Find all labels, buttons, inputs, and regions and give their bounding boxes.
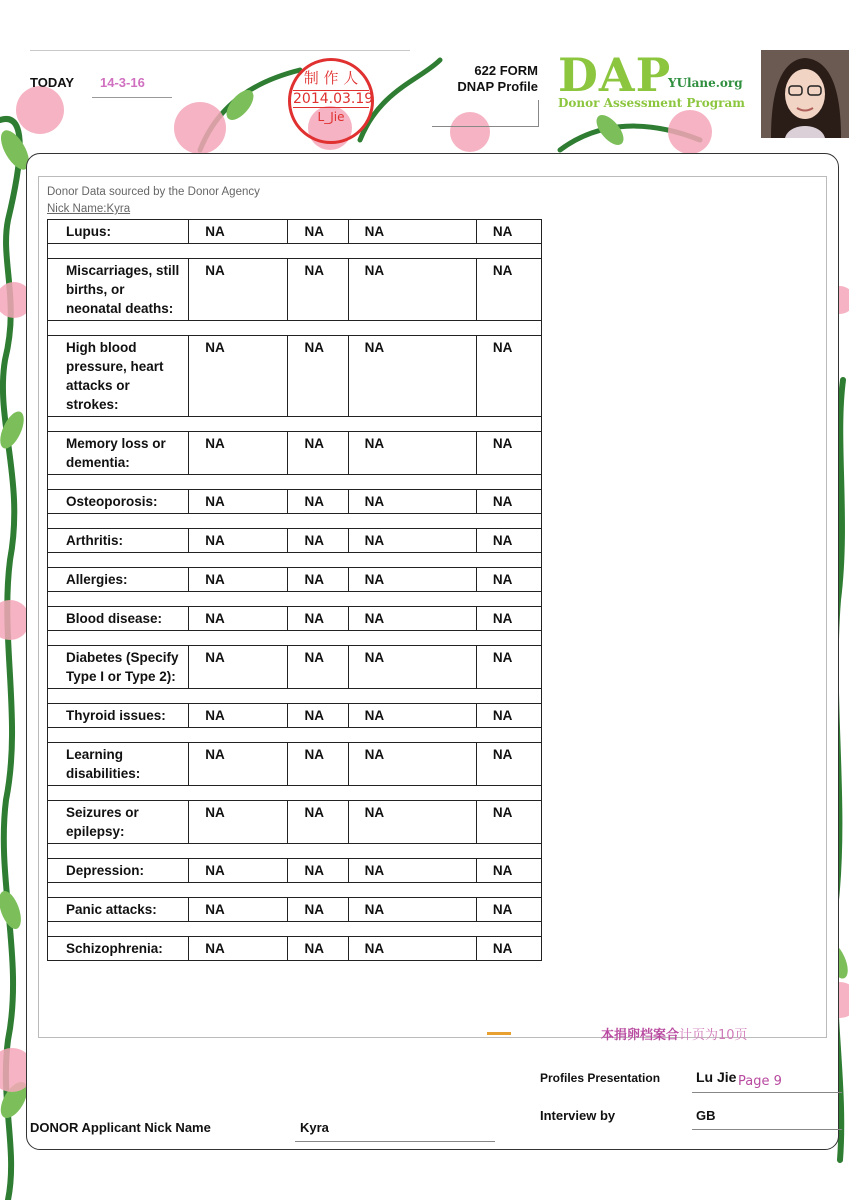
- stamp-line-1: 制 作 人: [303, 69, 359, 87]
- stamp-line-3: L_Jie: [317, 110, 345, 124]
- value-cell: NA: [348, 937, 476, 961]
- table-spacer-cell: [48, 883, 542, 898]
- value-cell: NA: [476, 336, 541, 417]
- form-number: 622 FORM: [474, 63, 538, 78]
- interview-label: Interview by: [540, 1108, 616, 1123]
- value-cell: NA: [348, 801, 476, 844]
- table-spacer-row: [48, 553, 542, 568]
- donor-nick-name-label: DONOR Applicant Nick Name: [30, 1120, 211, 1135]
- stamp-date: 2014.03.19: [293, 91, 374, 107]
- value-cell: NA: [288, 336, 348, 417]
- table-spacer-row: [48, 475, 542, 490]
- value-cell: NA: [189, 704, 288, 728]
- condition-cell: Miscarriages, still births, or neonatal deaths:: [48, 259, 189, 321]
- value-cell: NA: [189, 336, 288, 417]
- table-spacer-cell: [48, 244, 542, 259]
- value-cell: NA: [348, 646, 476, 689]
- value-cell: NA: [288, 859, 348, 883]
- table-row: [48, 432, 542, 475]
- value-cell: NA: [348, 704, 476, 728]
- today-date: 14-3-16: [100, 75, 145, 90]
- family-health-table: [47, 219, 542, 961]
- value-cell: NA: [288, 568, 348, 592]
- table-row: [48, 529, 542, 553]
- interview-underline: [692, 1129, 842, 1130]
- table-row: [48, 336, 542, 417]
- condition-cell: Allergies:: [48, 568, 189, 592]
- dap-logo-subtitle: Donor Assessment Program: [558, 96, 745, 110]
- table-row: [48, 607, 542, 631]
- value-cell: NA: [189, 490, 288, 514]
- table-spacer-row: [48, 689, 542, 704]
- margin-mark: [487, 1032, 511, 1035]
- value-cell: NA: [348, 743, 476, 786]
- value-cell: NA: [476, 646, 541, 689]
- value-cell: NA: [189, 646, 288, 689]
- value-cell: NA: [476, 801, 541, 844]
- donor-nick-name-value: Kyra: [300, 1120, 329, 1135]
- value-cell: NA: [288, 607, 348, 631]
- value-cell: NA: [476, 568, 541, 592]
- donor-underline: [295, 1141, 495, 1142]
- nick-name-label: Nick Name:: [47, 203, 107, 215]
- table-spacer-row: [48, 844, 542, 859]
- total-pages-note-rest: 计页为10页: [679, 1028, 748, 1043]
- dap-logo: [558, 48, 758, 110]
- dap-logo-site: YUlane.org: [668, 76, 743, 90]
- nick-name-value: Kyra: [106, 203, 131, 215]
- value-cell: NA: [288, 432, 348, 475]
- form-name: DNAP Profile: [457, 79, 538, 94]
- profiles-presentation-label: Profiles Presentation: [540, 1071, 661, 1085]
- table-spacer-row: [48, 417, 542, 432]
- table-spacer-cell: [48, 553, 542, 568]
- table-spacer-row: [48, 728, 542, 743]
- value-cell: NA: [288, 490, 348, 514]
- value-cell: NA: [189, 937, 288, 961]
- condition-cell: Schizophrenia:: [48, 937, 189, 961]
- value-cell: NA: [348, 607, 476, 631]
- value-cell: NA: [189, 607, 288, 631]
- interview-value: GB: [696, 1108, 716, 1123]
- table-spacer-cell: [48, 786, 542, 801]
- value-cell: NA: [476, 937, 541, 961]
- table-row: [48, 259, 542, 321]
- value-cell: NA: [476, 743, 541, 786]
- value-cell: NA: [348, 336, 476, 417]
- condition-cell: Lupus:: [48, 220, 189, 244]
- value-cell: NA: [476, 432, 541, 475]
- value-cell: NA: [189, 529, 288, 553]
- table-spacer-row: [48, 592, 542, 607]
- value-cell: NA: [288, 743, 348, 786]
- value-cell: NA: [476, 220, 541, 244]
- value-cell: NA: [348, 220, 476, 244]
- condition-cell: Memory loss or dementia:: [48, 432, 189, 475]
- table-spacer-row: [48, 922, 542, 937]
- condition-cell: Diabetes (Specify Type I or Type 2):: [48, 646, 189, 689]
- value-cell: NA: [288, 529, 348, 553]
- table-spacer-cell: [48, 417, 542, 432]
- table-spacer-row: [48, 883, 542, 898]
- value-cell: NA: [476, 898, 541, 922]
- today-underline: [92, 97, 172, 98]
- table-row: [48, 568, 542, 592]
- value-cell: NA: [288, 801, 348, 844]
- value-cell: NA: [476, 704, 541, 728]
- table-spacer-cell: [48, 631, 542, 646]
- value-cell: NA: [348, 529, 476, 553]
- producer-stamp: [288, 58, 374, 144]
- page-number: Page 9: [738, 1074, 782, 1089]
- value-cell: NA: [189, 898, 288, 922]
- table-spacer-cell: [48, 844, 542, 859]
- dap-logo-text: DAP: [558, 48, 672, 102]
- today-label: TODAY: [30, 75, 75, 90]
- value-cell: NA: [189, 801, 288, 844]
- table-spacer-row: [48, 244, 542, 259]
- condition-cell: Seizures or epilepsy:: [48, 801, 189, 844]
- table-spacer-row: [48, 321, 542, 336]
- total-pages-note-bold: 本捐卵档案合: [601, 1028, 680, 1043]
- condition-cell: Arthritis:: [48, 529, 189, 553]
- donor-photo-image: [761, 50, 849, 138]
- value-cell: NA: [288, 898, 348, 922]
- form-title: [430, 63, 538, 95]
- table-row: [48, 646, 542, 689]
- table-row: [48, 859, 542, 883]
- source-note: Donor Data sourced by the Donor Agency: [47, 186, 260, 198]
- value-cell: NA: [476, 859, 541, 883]
- table-spacer-cell: [48, 922, 542, 937]
- value-cell: NA: [189, 432, 288, 475]
- table-spacer-cell: [48, 514, 542, 529]
- table-spacer-cell: [48, 592, 542, 607]
- value-cell: NA: [189, 568, 288, 592]
- condition-cell: Thyroid issues:: [48, 704, 189, 728]
- table-spacer-cell: [48, 689, 542, 704]
- table-spacer-row: [48, 514, 542, 529]
- table-spacer-cell: [48, 475, 542, 490]
- table-row: [48, 801, 542, 844]
- total-pages-note: [601, 1024, 748, 1043]
- condition-cell: Panic attacks:: [48, 898, 189, 922]
- value-cell: NA: [348, 432, 476, 475]
- value-cell: NA: [348, 568, 476, 592]
- table-row: [48, 898, 542, 922]
- table-row: [48, 937, 542, 961]
- value-cell: NA: [348, 490, 476, 514]
- value-cell: NA: [476, 259, 541, 321]
- value-cell: NA: [476, 607, 541, 631]
- value-cell: NA: [189, 220, 288, 244]
- condition-cell: Depression:: [48, 859, 189, 883]
- value-cell: NA: [288, 220, 348, 244]
- table-row: [48, 743, 542, 786]
- donor-photo: [761, 50, 849, 138]
- profiles-underline: [692, 1092, 842, 1093]
- table-row: [48, 220, 542, 244]
- condition-cell: High blood pressure, heart attacks or strokes:: [48, 336, 189, 417]
- value-cell: NA: [288, 704, 348, 728]
- condition-cell: Learning disabilities:: [48, 743, 189, 786]
- table-spacer-row: [48, 631, 542, 646]
- value-cell: NA: [189, 743, 288, 786]
- value-cell: NA: [476, 529, 541, 553]
- profiles-presentation-value: Lu Jie: [696, 1069, 737, 1085]
- table-spacer-row: [48, 786, 542, 801]
- condition-cell: Blood disease:: [48, 607, 189, 631]
- table-spacer-cell: [48, 321, 542, 336]
- header-rule: [30, 50, 410, 51]
- value-cell: NA: [189, 859, 288, 883]
- value-cell: NA: [348, 898, 476, 922]
- value-cell: NA: [189, 259, 288, 321]
- form-title-bracket: [432, 100, 539, 127]
- table-row: [48, 704, 542, 728]
- nick-name-line: [47, 203, 130, 215]
- table-body: [48, 220, 542, 961]
- value-cell: NA: [288, 259, 348, 321]
- value-cell: NA: [288, 646, 348, 689]
- table-row: [48, 490, 542, 514]
- value-cell: NA: [348, 859, 476, 883]
- value-cell: NA: [288, 937, 348, 961]
- condition-cell: Osteoporosis:: [48, 490, 189, 514]
- table-spacer-cell: [48, 728, 542, 743]
- value-cell: NA: [476, 490, 541, 514]
- value-cell: NA: [348, 259, 476, 321]
